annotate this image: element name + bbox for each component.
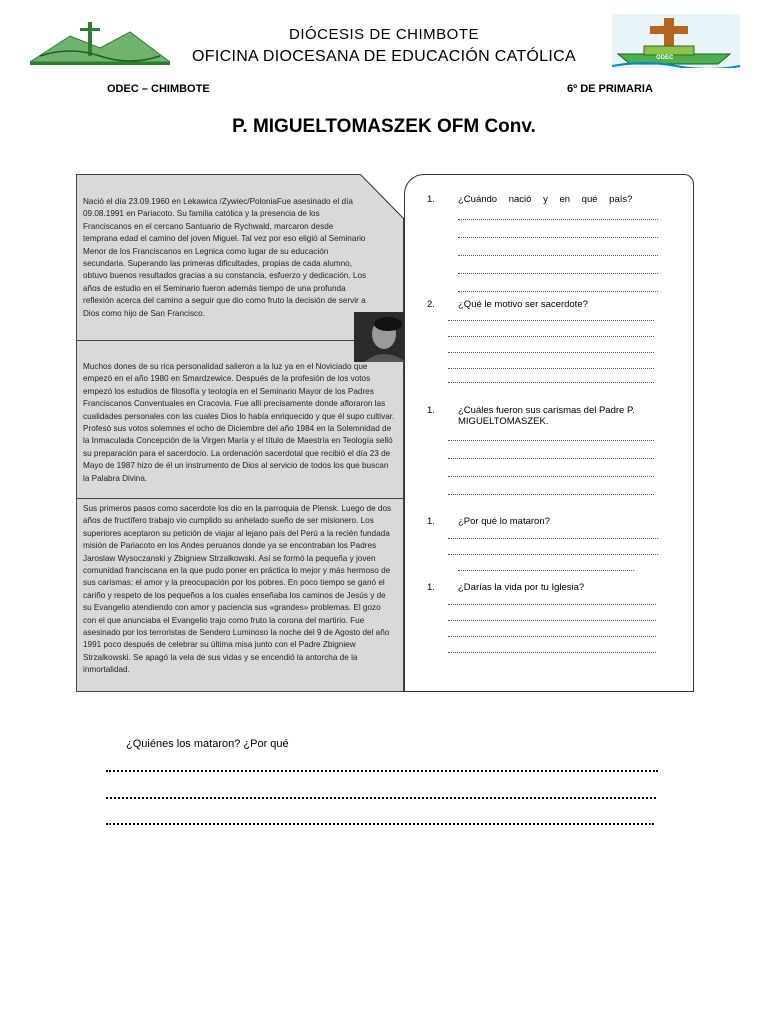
question-3-number: 1. (427, 405, 435, 416)
answer-line[interactable] (448, 652, 656, 653)
paragraph-1: Nació el día 23.09.1960 en Lekawica /Zywiec/PoloniaFue asesinado el día 09.08.1991 en Pariacoto. Su familia católica y la presencia de los Franciscanos en el cercano Santuario de Rychwald, marcaron desde temprana edad el camino del joven Miguel. Tal vez por eso eligió al Seminario Menor de los Franciscanos en Legnica como lugar de su educación secundaria. Superando las primeras dificultades, propias de cada alumno, obtuvo buenos resultados gracias a su constancia, esfuerzo y dedicación. Los años de estudio en el Seminario fueron además tiempo de una profunda reflexión acerca del camino a seguir que dio como fruto la decisión de servir a Dios como hijo de San Francisco. (83, 197, 367, 318)
answer-line[interactable] (448, 320, 654, 321)
answer-line[interactable] (458, 237, 658, 238)
paragraph-2: Muchos dones de su rica personalidad salieron a la luz ya en el Noviciado que empezó en el año 1980 en Smardzewice. Después de la profesión de los votos empezó los estudios de filosofía y teología en el Seminario Mayor de los Padres Franciscanos Conventuales en Cracovia. Fue allí precisamente donde afloraron las cualidades personales con las cuales Dios lo había enriquecido y que él supo cultivar. Profesó sus votos solemnes el ocho de Diciembre del año 1984 en la Solemnidad de la Inmaculada Concepción de la Virgen María y el título de Maestría en Teología selló su preparación para el sacerdocio. La ordenación sacerdotal que recibió el día 23 de Mayo de 1987 hizo de él un instrumento de Dios al servicio de todos los que buscan la Palabra Divina. (83, 362, 395, 483)
bottom-answer-line[interactable] (106, 823, 654, 825)
answer-line[interactable] (448, 604, 656, 605)
question-4-number: 1. (427, 516, 435, 527)
subheader-right: 6º DE PRIMARIA (567, 83, 653, 95)
answer-line[interactable] (448, 476, 654, 477)
question-2-number: 2. (427, 299, 435, 310)
question-1-text: ¿Cuándo nació y en qué país? (458, 194, 633, 205)
answer-line[interactable] (458, 219, 658, 220)
reading-panel-3 (76, 498, 404, 692)
office-title: OFICINA DIOCESANA DE EDUCACIÓN CATÓLICA (192, 48, 576, 65)
answer-line[interactable] (448, 382, 654, 383)
question-1-number: 1. (427, 194, 435, 205)
bottom-answer-line[interactable] (106, 770, 658, 772)
page-title: P. MIGUELTOMASZEK OFM Conv. (232, 116, 536, 137)
answer-line[interactable] (458, 255, 658, 256)
bottom-answer-line[interactable] (106, 797, 656, 799)
answer-line[interactable] (448, 440, 654, 441)
diocese-title: DIÓCESIS DE CHIMBOTE (288, 26, 480, 43)
questions-panel (404, 174, 694, 692)
question-5-number: 1. (427, 582, 435, 593)
answer-line[interactable] (448, 620, 656, 621)
answer-line[interactable] (458, 273, 658, 274)
answer-line[interactable] (448, 352, 654, 353)
odec-logo-label: ODEC (656, 55, 674, 61)
bottom-question: ¿Quiénes los mataron? ¿Por qué (126, 738, 289, 750)
question-4-text: ¿Por qué lo mataron? (458, 516, 550, 527)
answer-line[interactable] (448, 336, 654, 337)
answer-line[interactable] (458, 570, 634, 571)
answer-line[interactable] (448, 458, 654, 459)
answer-line[interactable] (448, 554, 658, 555)
paragraph-3: Sus primeros pasos como sacerdote los dio en la parroquia de Piensk. Luego de dos años de fructífero trabajo vio cumplido su anhelado sueño de ser misionero. Los superiores aceptaron su petición de viajar al lejano país del Perú a la recién fundada misión de Pariacoto en los Andes peruanos donde ya se encontraban los Padres Jaroslaw Wysoczanski y Zbigniew Strzalkowski. Así se formó la pequeña y joven comunidad franciscana en la que pudo poner en práctica lo mejor y más hermoso de sus carismas: el amor y la preocupación por los pobres. En poco tiempo se ganó el cariño y respeto de los pequeños a los cuales enseñaba los caminos de Jesús y de su Evangelio atendiendo con amor y paciencia sus «grandes» problemas. El gozo con el que anunciaba el Evangelio trajo como fruto la corona del martirio. Fue asesinado por los terroristas de Sendero Luminoso la noche del 9 de Agosto del año 1991 poco después de celebrar su última misa junto con el Padre Zbigniew Strzalkowski. Se apagó la vela de sus vidas y se encendió la antorcha de la inmortalidad. (83, 504, 392, 675)
answer-line[interactable] (448, 538, 658, 539)
subheader-left: ODEC – CHIMBOTE (107, 83, 210, 95)
answer-line[interactable] (448, 636, 656, 637)
answer-line[interactable] (448, 494, 654, 495)
question-5-text: ¿Darías la vida por tu Iglesia? (458, 582, 585, 593)
question-3-text: ¿Cuáles fueron sus carismas del Padre P. MIGUELTOMASZEK. (458, 405, 635, 427)
answer-line[interactable] (448, 368, 654, 369)
answer-line[interactable] (458, 291, 658, 292)
question-2-text: ¿Qué le motivo ser sacerdote? (458, 299, 588, 310)
